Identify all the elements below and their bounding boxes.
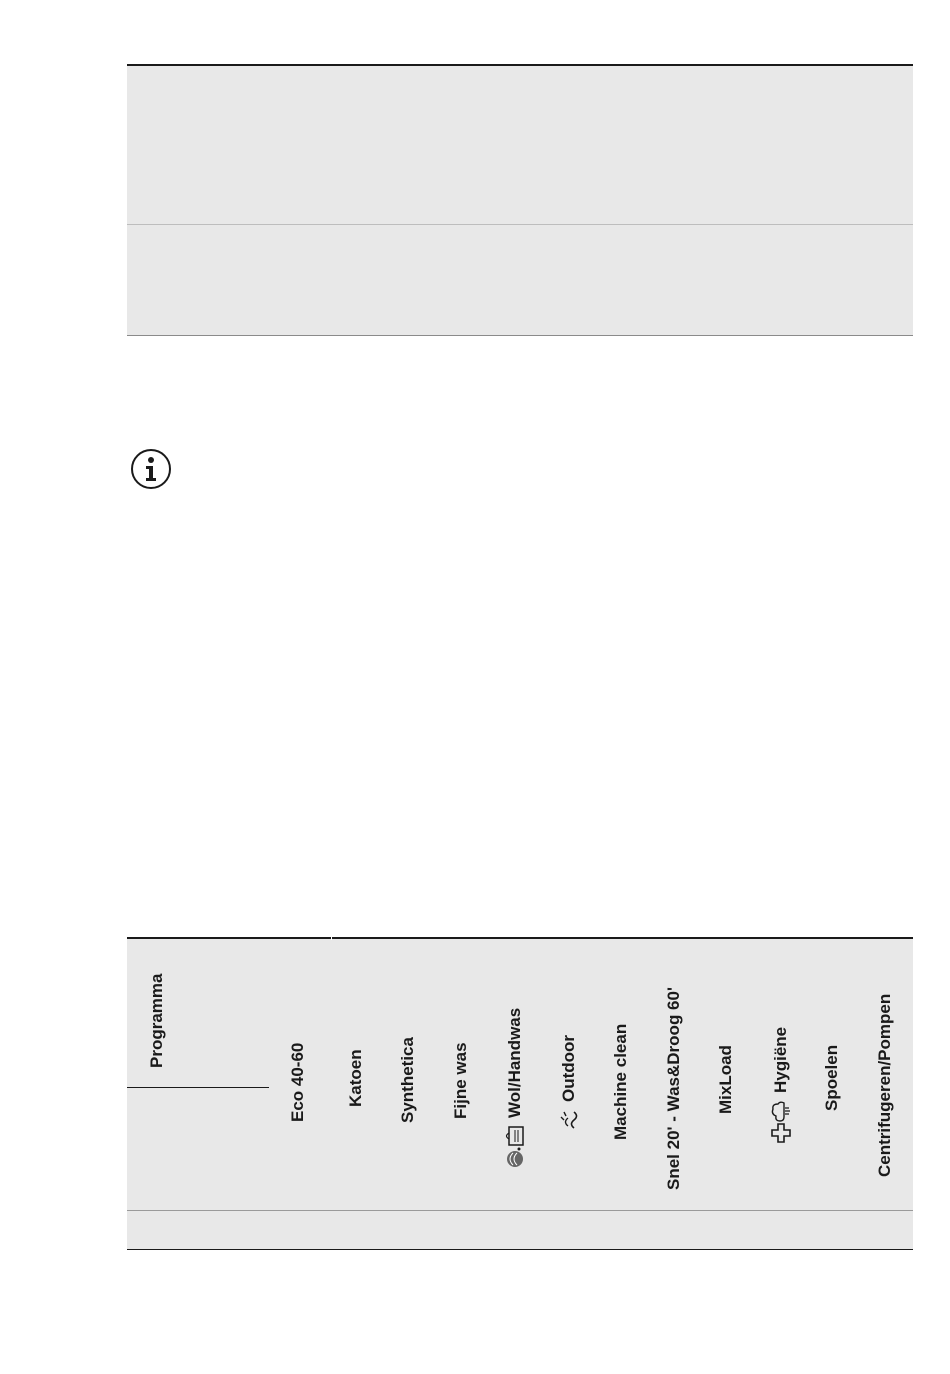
program-katoen: Katoen bbox=[346, 1049, 365, 1107]
program-centrifugeren-pompen: Centrifugeren/Pompen bbox=[875, 993, 894, 1177]
header-sub-rule bbox=[127, 1087, 269, 1088]
panel-divider bbox=[127, 224, 913, 225]
top-rule bbox=[127, 64, 913, 66]
program-snel-20: Snel 20' - Was&Droog 60' bbox=[664, 986, 683, 1190]
top-panel bbox=[127, 64, 913, 336]
program-mixload: MixLoad bbox=[716, 1045, 735, 1114]
program-machine-clean: Machine clean bbox=[611, 1023, 630, 1140]
col-separator bbox=[331, 937, 332, 940]
table-top-rule bbox=[127, 937, 913, 939]
program-eco-40-60: Eco 40-60 bbox=[288, 1042, 307, 1122]
program-outdoor: Outdoor bbox=[559, 1035, 579, 1130]
outdoor-icon bbox=[559, 1108, 579, 1130]
hygiene-steam-icon bbox=[770, 1099, 792, 1143]
program-fijne-was: Fijne was bbox=[451, 1042, 470, 1119]
table-bottom-rule bbox=[127, 1249, 913, 1250]
program-wol-handwas: Wol/Handwas bbox=[505, 1008, 525, 1168]
info-note-area bbox=[127, 336, 913, 853]
program-hygiene: Hygiëne bbox=[770, 1027, 792, 1143]
program-spoelen: Spoelen bbox=[822, 1044, 841, 1111]
info-icon bbox=[131, 449, 171, 489]
wool-handwash-icon bbox=[505, 1124, 525, 1168]
header-bottom-rule bbox=[127, 1210, 913, 1211]
column-header-programma: Programma bbox=[147, 973, 166, 1068]
program-synthetica: Synthetica bbox=[398, 1037, 417, 1123]
